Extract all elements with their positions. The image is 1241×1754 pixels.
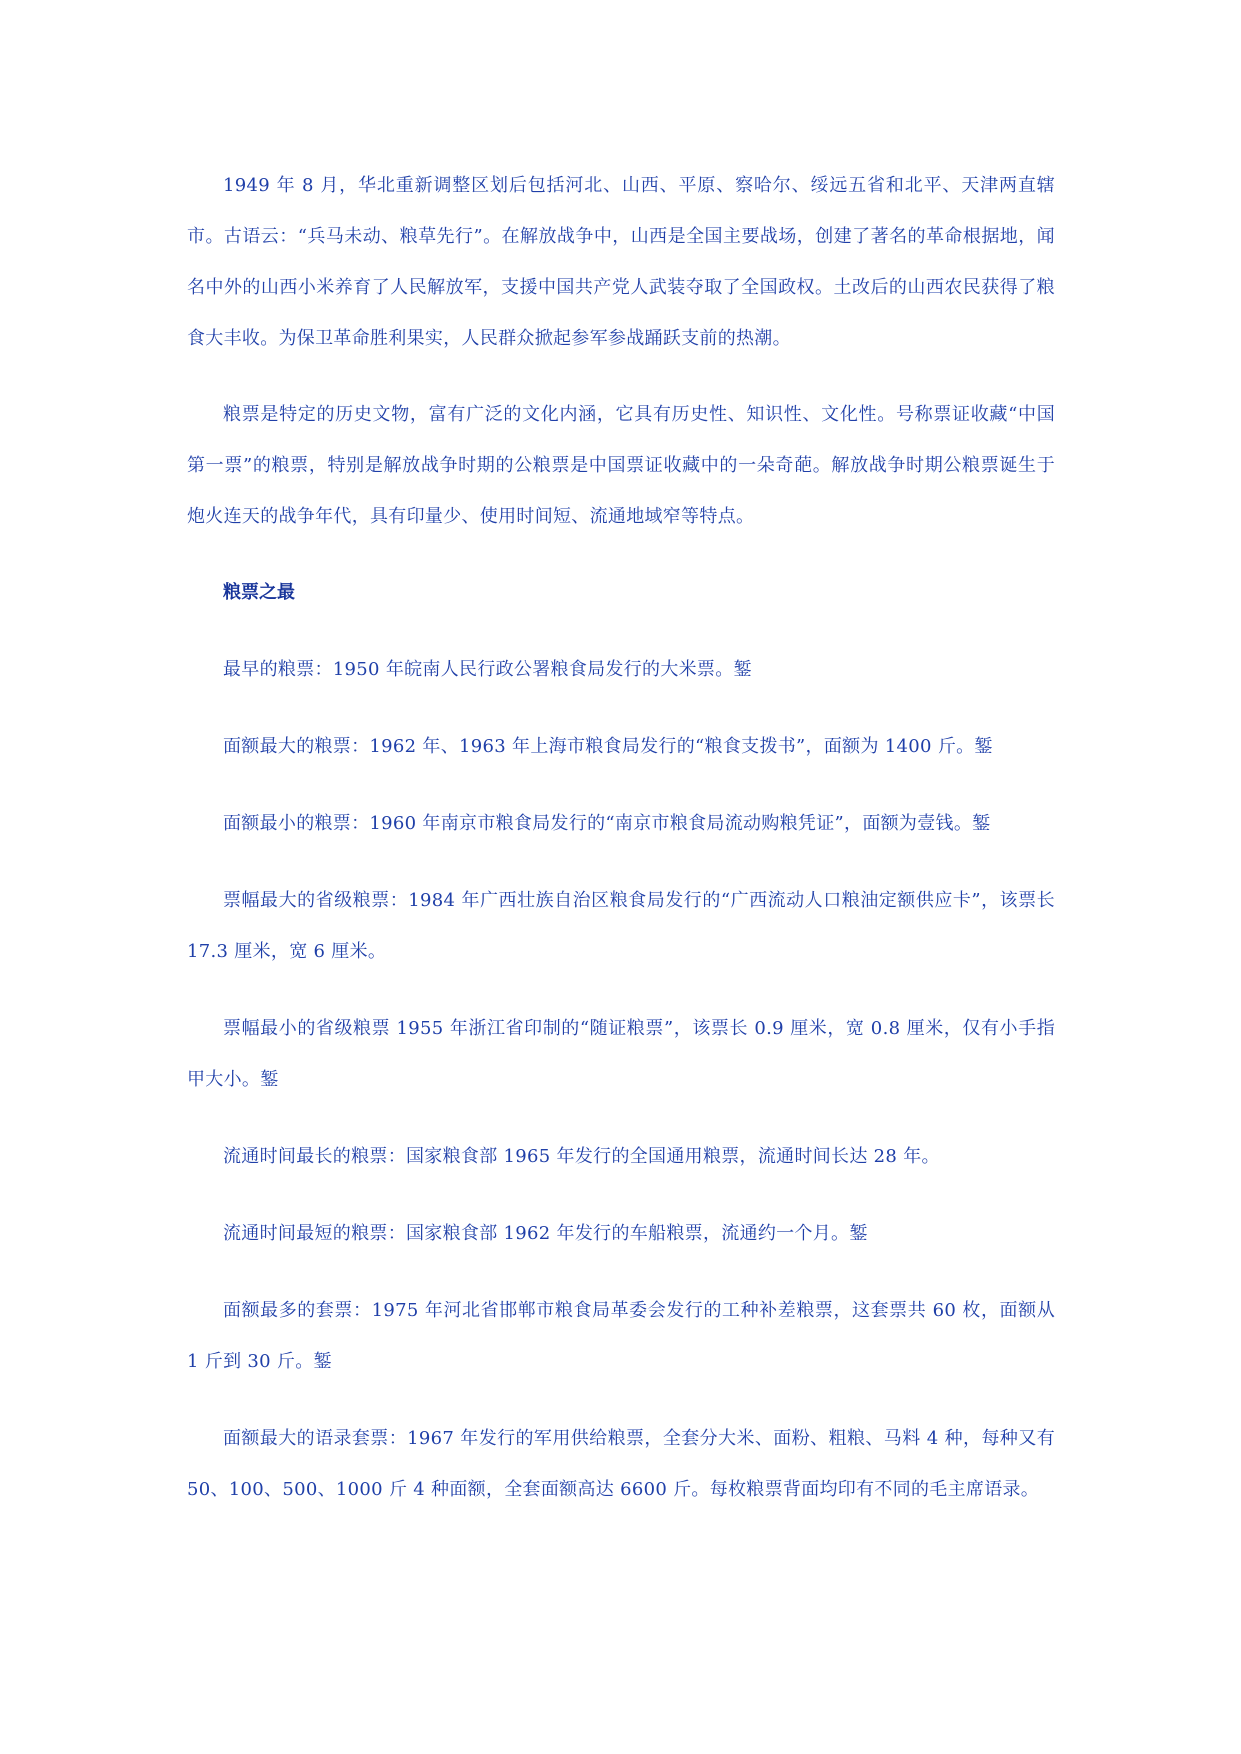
record-largest-quotation-set: 面额最大的语录套票：1967 年发行的军用供给粮票，全套分大米、面粉、粗粮、马料 4 种，每种又有 50、100、500、1000 斤 4 种面额，全套面额高达 6600 斤。每枚粮票背面均印有不同的毛主席语录。 (187, 1428, 1055, 1500)
paragraph-spacer (187, 364, 1055, 389)
intro-paragraph-2: 粮票是特定的历史文物，富有广泛的文化内涵，它具有历史性、知识性、文化性。号称票证收藏“中国第一票”的粮票，特别是解放战争时期的公粮票是中国票证收藏中的一朵奇葩。解放战争时期公粮票诞生于炮火连天的战争年代，具有印量少、使用时间短、流通地域窄等特点。 (187, 404, 1055, 527)
paragraph-spacer (187, 977, 1055, 1003)
paragraph-spacer (187, 772, 1055, 798)
record-earliest: 最早的粮票：1950 年皖南人民行政公署粮食局发行的大米票。錾 (223, 659, 752, 680)
record-largest-denomination: 面额最大的粮票：1962 年、1963 年上海市粮食局发行的“粮食支拨书”，面额为 1400 斤。錾 (223, 736, 993, 757)
record-shortest-circulation: 流通时间最短的粮票：国家粮食部 1962 年发行的车船粮票，流通约一个月。錾 (223, 1223, 868, 1244)
intro-paragraph-1: 1949 年 8 月，华北重新调整区划后包括河北、山西、平原、察哈尔、绥远五省和北平、天津两直辖市。古语云：“兵马未动、粮草先行”。在解放战争中，山西是全国主要战场，创建了著名的革命根据地，闻名中外的山西小米养育了人民解放军，支援中国共产党人武装夺取了全国政权。土改后的山西农民获得了粮食大丰收。为保卫革命胜利果实，人民群众掀起参军参战踊跃支前的热潮。 (187, 175, 1055, 349)
section-heading: 粮票之最 (223, 582, 295, 603)
paragraph-spacer (187, 849, 1055, 875)
record-most-denominations-set: 面额最多的套票：1975 年河北省邯郸市粮食局革委会发行的工种补差粮票，这套票共 60 枚，面额从 1 斤到 30 斤。錾 (187, 1300, 1055, 1372)
document-body (187, 160, 1055, 1515)
paragraph-spacer (187, 1259, 1055, 1285)
record-longest-circulation: 流通时间最长的粮票：国家粮食部 1965 年发行的全国通用粮票，流通时间长达 28 年。 (223, 1146, 940, 1167)
paragraph-spacer (187, 1387, 1055, 1413)
paragraph-spacer (187, 695, 1055, 721)
record-smallest-denomination: 面额最小的粮票：1960 年南京市粮食局发行的“南京市粮食局流动购粮凭证”，面额为壹钱。錾 (223, 813, 991, 834)
paragraph-spacer (187, 1105, 1055, 1131)
paragraph-spacer (187, 1182, 1055, 1208)
paragraph-spacer (187, 618, 1055, 644)
paragraph-spacer (187, 542, 1055, 567)
record-smallest-size: 票幅最小的省级粮票 1955 年浙江省印制的“随证粮票”，该票长 0.9 厘米，宽 0.8 厘米，仅有小手指甲大小。錾 (187, 1018, 1055, 1090)
record-largest-size: 票幅最大的省级粮票：1984 年广西壮族自治区粮食局发行的“广西流动人口粮油定额供应卡”，该票长 17.3 厘米，宽 6 厘米。 (187, 890, 1055, 962)
